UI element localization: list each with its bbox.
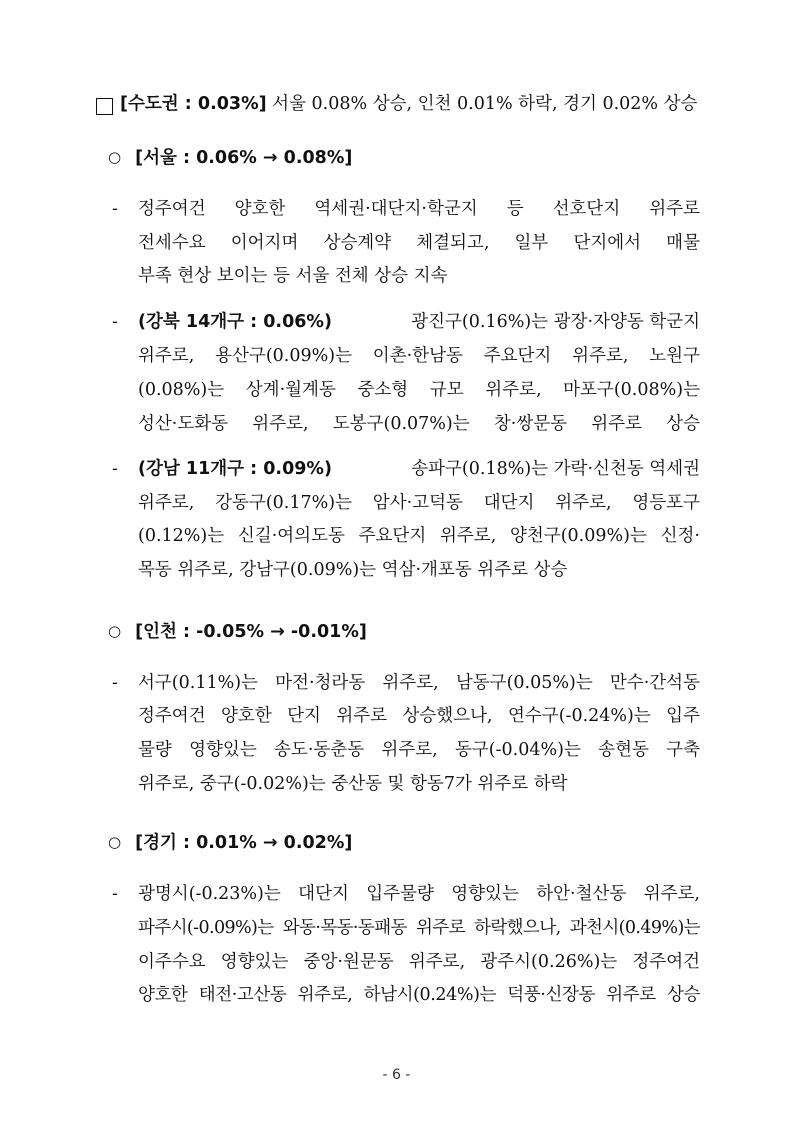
dash-bullet: - <box>112 199 118 219</box>
seoul-p1-line: 전세수요 이어지며 상승계약 체결되고, 일부 단지에서 매물 <box>138 233 700 253</box>
incheon-heading <box>108 620 367 644</box>
seoul-p1-line: 부족 현상 보이는 등 서울 전체 상승 지속 <box>138 266 448 286</box>
incheon-p1-line: 정주여건 양호한 단지 위주로 상승했으나, 연수구(-0.24%)는 입주 <box>138 706 700 726</box>
page-number: - 6 - <box>382 1067 411 1083</box>
header-line <box>120 92 697 116</box>
circle-bullet-icon: ○ <box>108 622 122 640</box>
gyeonggi-p1-line: 이주수요 영향있는 중앙·원문동 위주로, 광주시(0.26%)는 정주여건 <box>138 952 700 972</box>
seoul-p1-line: 정주여건 양호한 역세권·대단지·학군지 등 선호단지 위주로 <box>138 199 700 219</box>
dash-bullet: - <box>112 884 118 904</box>
incheon-p1-line: 물량 영향있는 송도·동춘동 위주로, 동구(-0.04%)는 송현동 구축 <box>138 740 700 760</box>
header-text: 서울 0.08% 상승, 인천 0.01% 하락, 경기 0.02% 상승 <box>266 94 698 114</box>
gyeonggi-p1-line: 파주시(-0.09%)는 와동·목동·동패동 위주로 하락했으나, 과천시(0.49%)는 <box>138 918 700 938</box>
seoul-p3-line: 목동 위주로, 강남구(0.09%)는 역삼·개포동 위주로 상승 <box>138 560 568 580</box>
seoul-p3-first-line <box>138 457 700 481</box>
dash-bullet: - <box>112 673 118 693</box>
circle-bullet-icon: ○ <box>108 833 122 851</box>
seoul-p2-line: (0.08%)는 상계·월계동 중소형 규모 위주로, 마포구(0.08%)는 <box>138 380 700 400</box>
header-label: [수도권 : 0.03%] <box>120 94 267 114</box>
seoul-p3-line: 위주로, 강동구(0.17%)는 암사·고덕동 대단지 위주로, 영등포구 <box>138 493 700 513</box>
gangbuk-label: (강북 14개구 : 0.06%) <box>138 312 332 332</box>
seoul-p3-line: (0.12%)는 신길·여의도동 주요단지 위주로, 양천구(0.09%)는 신정· <box>138 526 700 546</box>
seoul-p2-line: 위주로, 용산구(0.09%)는 이촌·한남동 주요단지 위주로, 노원구 <box>138 346 700 366</box>
seoul-heading <box>108 146 352 170</box>
gyeonggi-title: [경기 : 0.01% → 0.02%] <box>135 833 353 853</box>
seoul-title: [서울 : 0.06% → 0.08%] <box>135 148 353 168</box>
dash-bullet: - <box>112 312 118 332</box>
incheon-p1-line: 서구(0.11%)는 마전·청라동 위주로, 남동구(0.05%)는 만수·간석동 <box>138 673 700 693</box>
seoul-p3-line: 송파구(0.18%)는 가락·신천동 역세권 <box>411 459 700 479</box>
seoul-p2-line: 광진구(0.16%)는 광장·자양동 학군지 <box>411 312 700 332</box>
incheon-title: [인천 : -0.05% → -0.01%] <box>135 622 367 642</box>
seoul-p2-line: 성산·도화동 위주로, 도봉구(0.07%)는 창·쌍문동 위주로 상승 <box>138 414 700 434</box>
gyeonggi-heading <box>108 831 352 855</box>
checkbox-square-icon <box>96 98 113 115</box>
gyeonggi-p1-line: 양호한 태전·고산동 위주로, 하남시(0.24%)는 덕풍·신장동 위주로 상승 <box>138 985 700 1005</box>
seoul-p2-first-line <box>138 310 700 334</box>
gangnam-label: (강남 11개구 : 0.09%) <box>138 459 332 479</box>
dash-bullet: - <box>112 459 118 479</box>
incheon-p1-line: 위주로, 중구(-0.02%)는 중산동 및 항동7가 위주로 하락 <box>138 774 568 794</box>
gyeonggi-p1-line: 광명시(-0.23%)는 대단지 입주물량 영향있는 하안·철산동 위주로, <box>138 884 700 904</box>
circle-bullet-icon: ○ <box>108 148 122 166</box>
